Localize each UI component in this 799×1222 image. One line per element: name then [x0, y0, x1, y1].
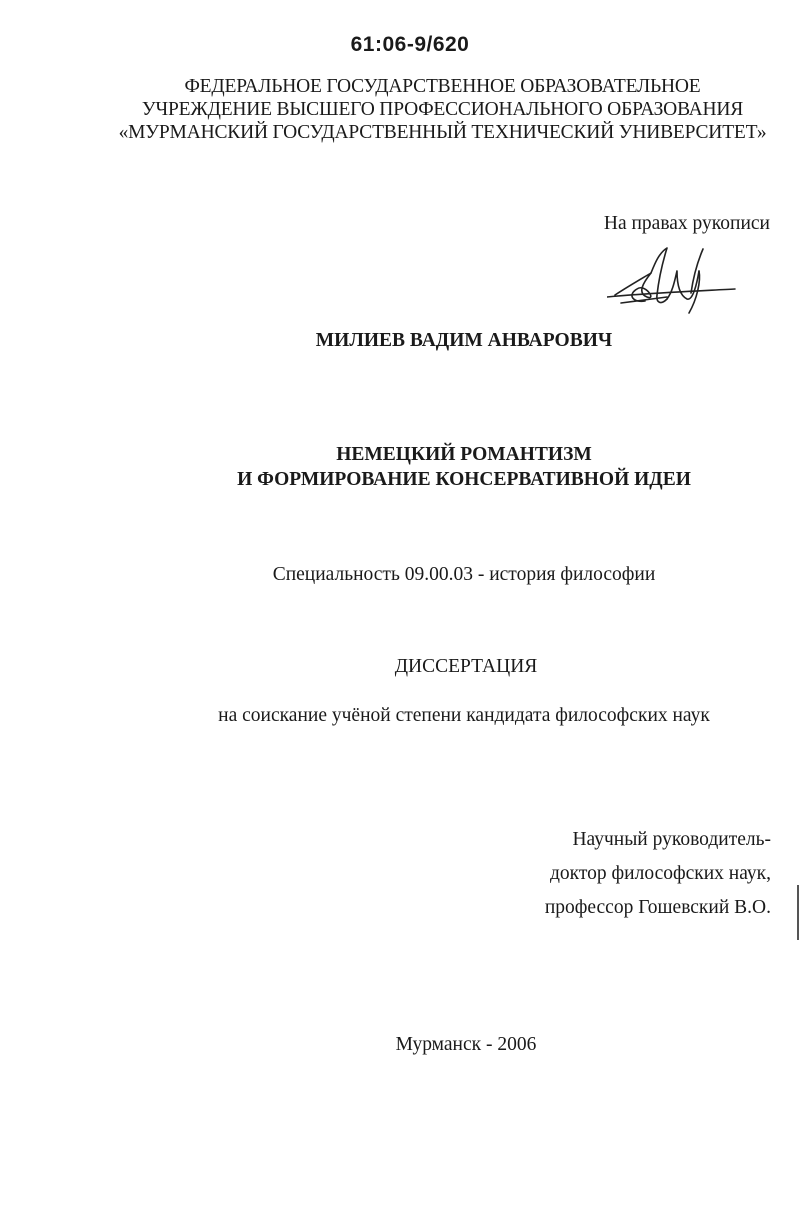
- supervisor-block: [545, 823, 771, 925]
- title-line: НЕМЕЦКИЙ РОМАНТИЗМ: [336, 444, 592, 465]
- document-type: ДИССЕРТАЦИЯ: [394, 656, 538, 677]
- organization-name: [0, 75, 799, 144]
- supervisor-role: Научный руководитель-: [572, 829, 771, 850]
- dissertation-title: [0, 442, 799, 492]
- rights-note: На правах рукописи: [603, 213, 770, 234]
- specialty: Специальность 09.00.03 - история философии: [272, 564, 656, 585]
- library-stamp-code: 61:06-9/620: [350, 33, 470, 56]
- supervisor-name: профессор Гошевский В.О.: [544, 897, 771, 918]
- title-line: И ФОРМИРОВАНИЕ КОНСЕРВАТИВНОЙ ИДЕИ: [237, 469, 691, 490]
- supervisor-degree: доктор философских наук,: [550, 863, 771, 884]
- author-name: МИЛИЕВ ВАДИМ АНВАРОВИЧ: [315, 330, 613, 351]
- organization-line: УЧРЕЖДЕНИЕ ВЫСШЕГО ПРОФЕССИОНАЛЬНОГО ОБРАЗОВАНИЯ: [141, 99, 744, 120]
- city-year: Мурманск - 2006: [395, 1034, 537, 1055]
- degree-sought: на соискание учёной степени кандидата философских наук: [218, 705, 710, 726]
- organization-line: «МУРМАНСКИЙ ГОСУДАРСТВЕННЫЙ ТЕХНИЧЕСКИЙ УНИВЕРСИТЕТ»: [118, 122, 767, 143]
- signature-icon: [607, 243, 737, 318]
- organization-line: ФЕДЕРАЛЬНОЕ ГОСУДАРСТВЕННОЕ ОБРАЗОВАТЕЛЬНОЕ: [184, 76, 701, 97]
